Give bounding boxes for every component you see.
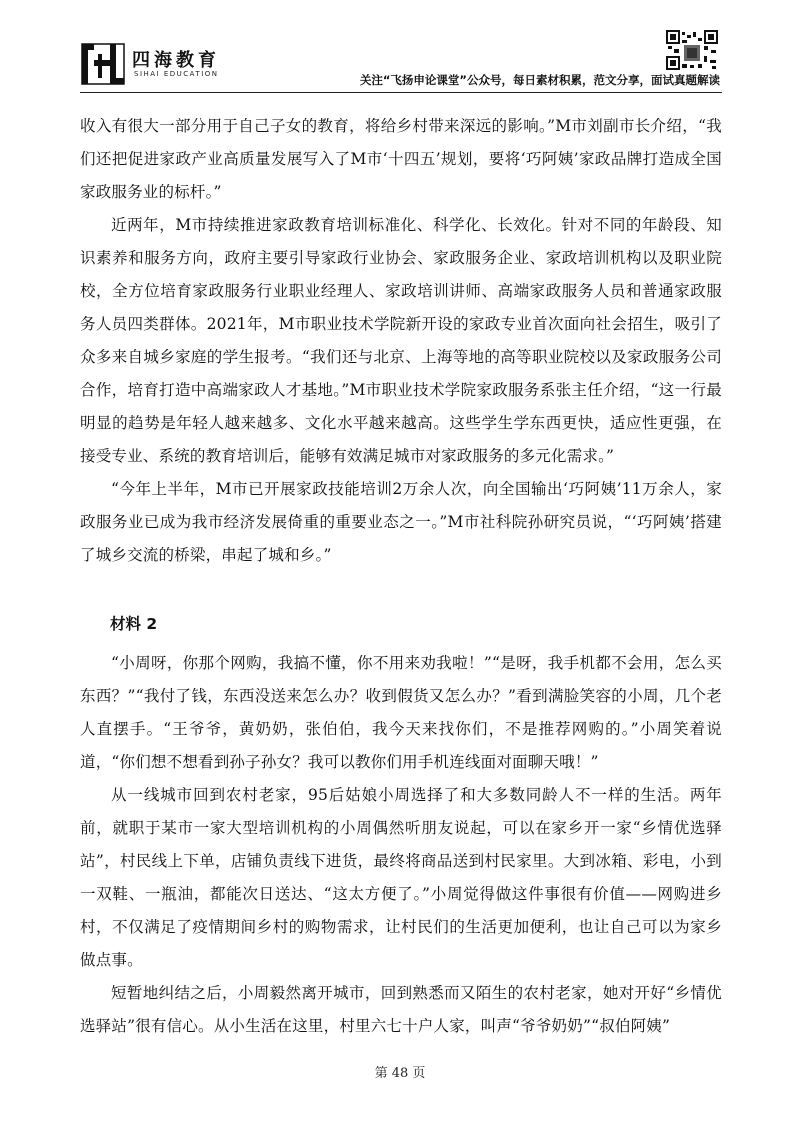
paragraph: “今年上半年，M市已开展家政技能培训2万余人次，向全国输出‘巧阿姨’11万余人，家政服务业已成为我市经济发展倚重的重要业态之一。”M市社科院孙研究员说，“‘巧阿姨’搭建了城乡交流的桥梁，串起了城和乡。” — [80, 480, 722, 564]
paragraph: “小周呀，你那个网购，我搞不懂，你不用来劝我啦！”“是呀，我手机都不会用，怎么买东西？”“我付了钱，东西没送来怎么办？收到假货又怎么办？”看到满脸笑容的小周，几个老人直摆手。“王爷爷，黄奶奶，张伯伯，我今天来找你们，不是推荐网购的。”小周笑着说道，“你们想不想看到孙子孙女？我可以教你们用手机连线面对面聊天哦！” — [80, 654, 722, 771]
section-heading: 材料 2 — [110, 615, 158, 633]
brand-name: 四海教育 — [132, 50, 220, 71]
paragraph: 短暂地纠结之后，小周毅然离开城市，回到熟悉而又陌生的农村老家，她对开好“乡情优选驿站”很有信心。从小生活在这里，村里六七十户人家，叫声“爷爷奶奶”“叔伯阿姨” — [80, 984, 722, 1035]
qr-code-icon — [666, 30, 718, 70]
paragraph: 近两年，M市持续推进家政教育培训标准化、科学化、长效化。针对不同的年龄段、知识素养和服务方向，政府主要引导家政行业协会、家政服务企业、家政培训机构以及职业院校，全方位培育家政服务行业职业经理人、家政培训讲师、高端家政服务人员和普通家政服务人员四类群体。2021年，M市职业技术学院新开设的家政专业首次面向社会招生，吸引了众多来自城乡家庭的学生报考。“我们还与北京、上海等地的高等职业院校以及家政服务公司合作，培育打造中高端家政人才基地。”M市职业技术学院家政服务系张主任介绍，“这一行最明显的趋势是年轻人越来越多、文化水平越来越高。这些学生学东西更快，适应性更强，在接受专业、系统的教育培训后，能够有效满足城市对家政服务的多元化需求。” — [80, 216, 722, 465]
brand-subtitle: SIHAI EDUCATION — [134, 70, 219, 78]
sihai-logo-icon — [80, 40, 126, 88]
page-number: 第 48 页 — [374, 1066, 426, 1081]
header-divider — [80, 92, 722, 93]
header-slogan: 关注“飞扬申论课堂”公众号，每日素材积累，范文分享，面试真题解读 — [359, 73, 720, 87]
page-header — [0, 0, 800, 100]
paragraph: 从一线城市回到农村老家，95后姑娘小周选择了和大多数同龄人不一样的生活。两年前，就职于某市一家大型培训机构的小周偶然听朋友说起，可以在家乡开一家“乡情优选驿站”，村民线上下单，店铺负责线下进货，最终将商品送到村民家里。大到冰箱、彩电，小到一双鞋、一瓶油，都能次日送达、“这太方便了。”小周觉得做这件事很有价值——网购进乡村，不仅满足了疫情期间乡村的购物需求，让村民们的生活更加便利，也让自己可以为家乡做点事。 — [80, 786, 722, 969]
paragraph: 收入有很大一部分用于自己子女的教育，将给乡村带来深远的影响。”M市刘副市长介绍，“我们还把促进家政产业高质量发展写入了M市‘十四五’规划，要将‘巧阿姨’家政品牌打造成全国家政服务业的标杆。” — [80, 117, 722, 201]
document-body — [80, 110, 722, 1043]
brand-logo — [80, 40, 220, 90]
